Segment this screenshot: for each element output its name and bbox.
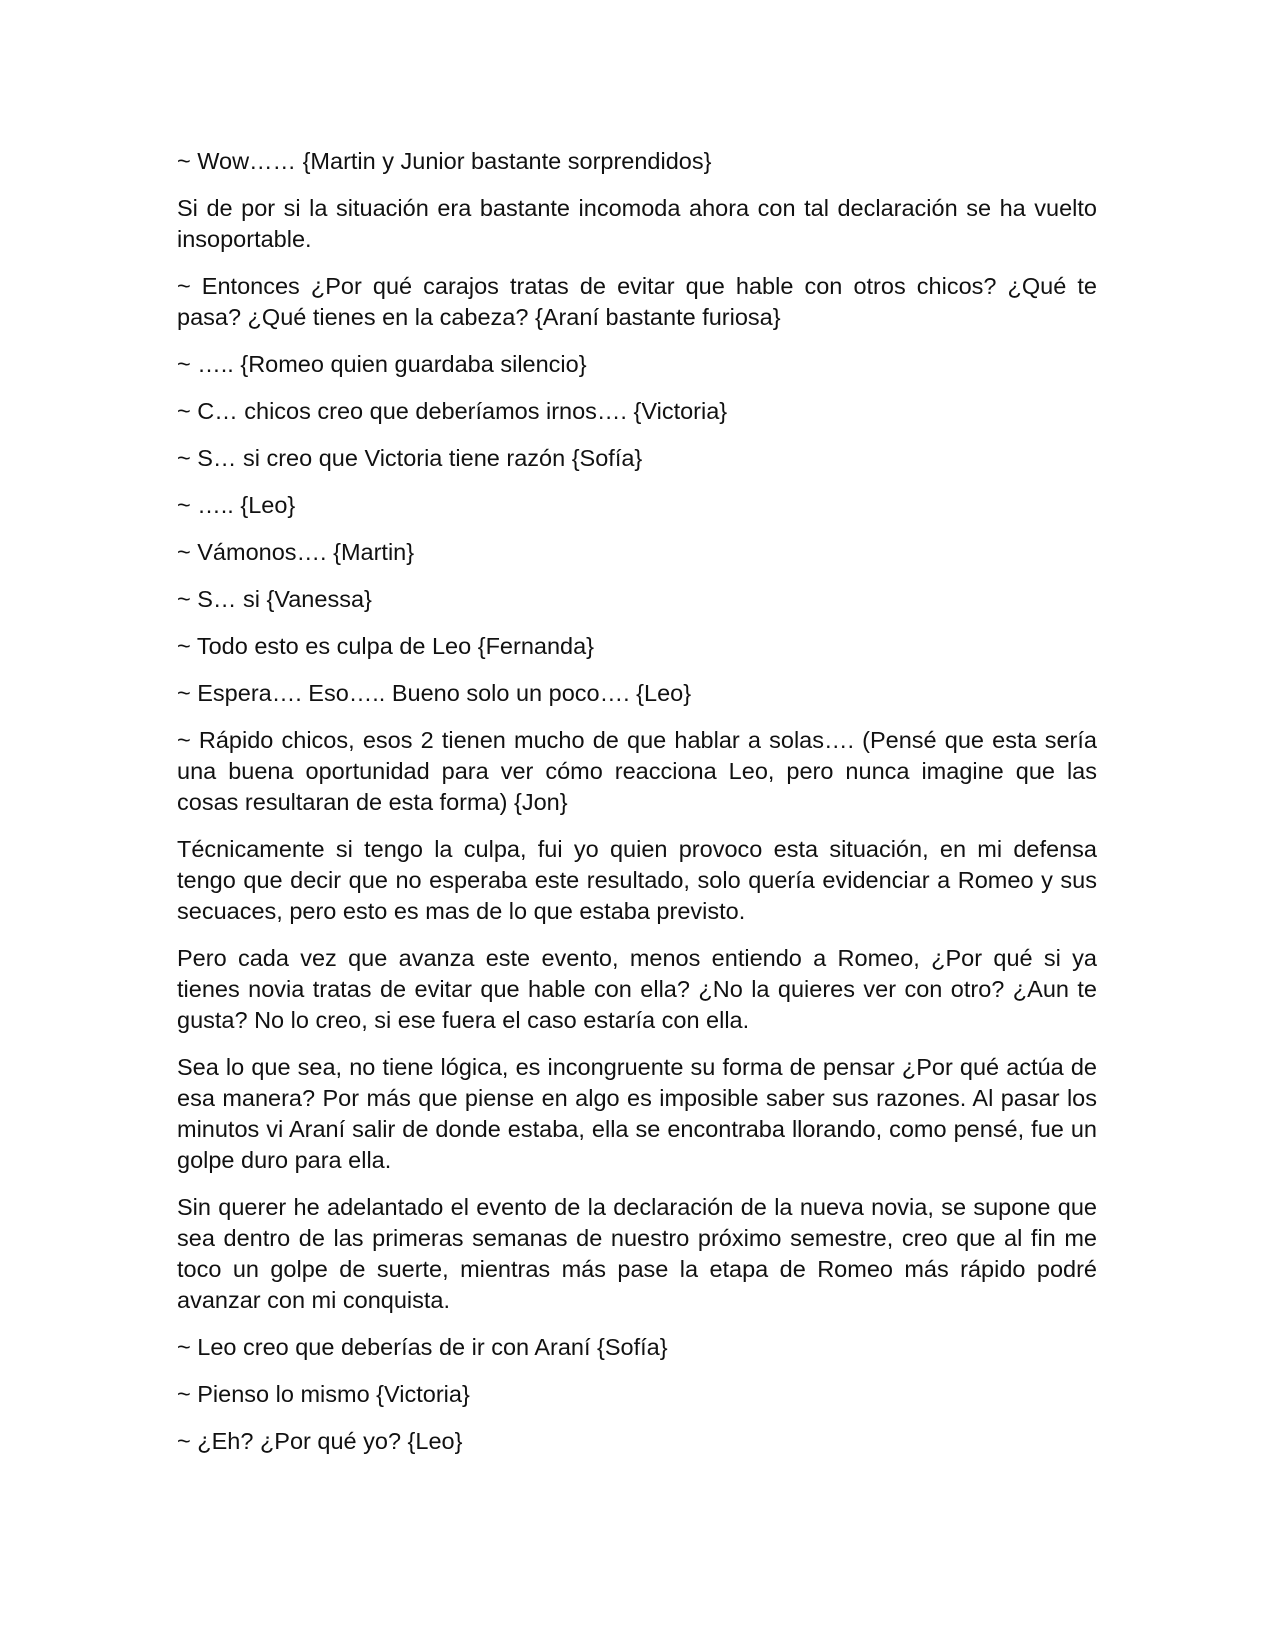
dialog-line: ~ C… chicos creo que deberíamos irnos…. {Victoria} [177, 398, 728, 424]
dialog-line: ~ Wow…… {Martin y Junior bastante sorprendidos} [177, 148, 712, 174]
narration-paragraph: Sin querer he adelantado el evento de la declaración de la nueva novia, se supone que sea dentro de las primeras semanas de nuestro próximo semestre, creo que al fin me toco un golpe de suerte, mientras más pase la etapa de Romeo más rápido podré avanzar con mi conquista. [177, 1194, 1097, 1313]
dialog-line: ~ Pienso lo mismo {Victoria} [177, 1381, 470, 1407]
dialog-line: ~ Entonces ¿Por qué carajos tratas de evitar que hable con otros chicos? ¿Qué te pasa? ¿Qué tienes en la cabeza? {Araní bastante furiosa} [177, 273, 1097, 330]
dialog-line: ~ Todo esto es culpa de Leo {Fernanda} [177, 633, 595, 659]
dialog-line: ~ Espera…. Eso….. Bueno solo un poco…. {Leo} [177, 680, 692, 706]
dialog-line: ~ ….. {Leo} [177, 492, 296, 518]
narration-paragraph: Pero cada vez que avanza este evento, menos entiendo a Romeo, ¿Por qué si ya tienes novia tratas de evitar que hable con ella? ¿No la quieres ver con otro? ¿Aun te gusta? No lo creo, si ese fuera el caso estaría con ella. [177, 945, 1097, 1033]
narration-paragraph: Sea lo que sea, no tiene lógica, es incongruente su forma de pensar ¿Por qué actúa de esa manera? Por más que piense en algo es imposible saber sus razones. Al pasar los minutos vi Araní salir de donde estaba, ella se encontraba llorando, como pensé, fue un golpe duro para ella. [177, 1054, 1097, 1173]
narration-paragraph: Técnicamente si tengo la culpa, fui yo quien provoco esta situación, en mi defensa tengo que decir que no esperaba este resultado, solo quería evidenciar a Romeo y sus secuaces, pero esto es mas de lo que estaba previsto. [177, 836, 1097, 924]
document-page [177, 146, 1097, 1473]
dialog-line: ~ Rápido chicos, esos 2 tienen mucho de que hablar a solas…. (Pensé que esta sería una buena oportunidad para ver cómo reacciona Leo, pero nunca imagine que las cosas resultaran de esta forma) {Jon} [177, 727, 1097, 815]
narration-paragraph: Si de por si la situación era bastante incomoda ahora con tal declaración se ha vuelto insoportable. [177, 195, 1097, 252]
dialog-line: ~ S… si creo que Victoria tiene razón {Sofía} [177, 445, 643, 471]
dialog-line: ~ ….. {Romeo quien guardaba silencio} [177, 351, 587, 377]
dialog-line: ~ Leo creo que deberías de ir con Araní {Sofía} [177, 1334, 668, 1360]
dialog-line: ~ ¿Eh? ¿Por qué yo? {Leo} [177, 1428, 463, 1454]
dialog-line: ~ Vámonos…. {Martin} [177, 539, 415, 565]
dialog-line: ~ S… si {Vanessa} [177, 586, 372, 612]
